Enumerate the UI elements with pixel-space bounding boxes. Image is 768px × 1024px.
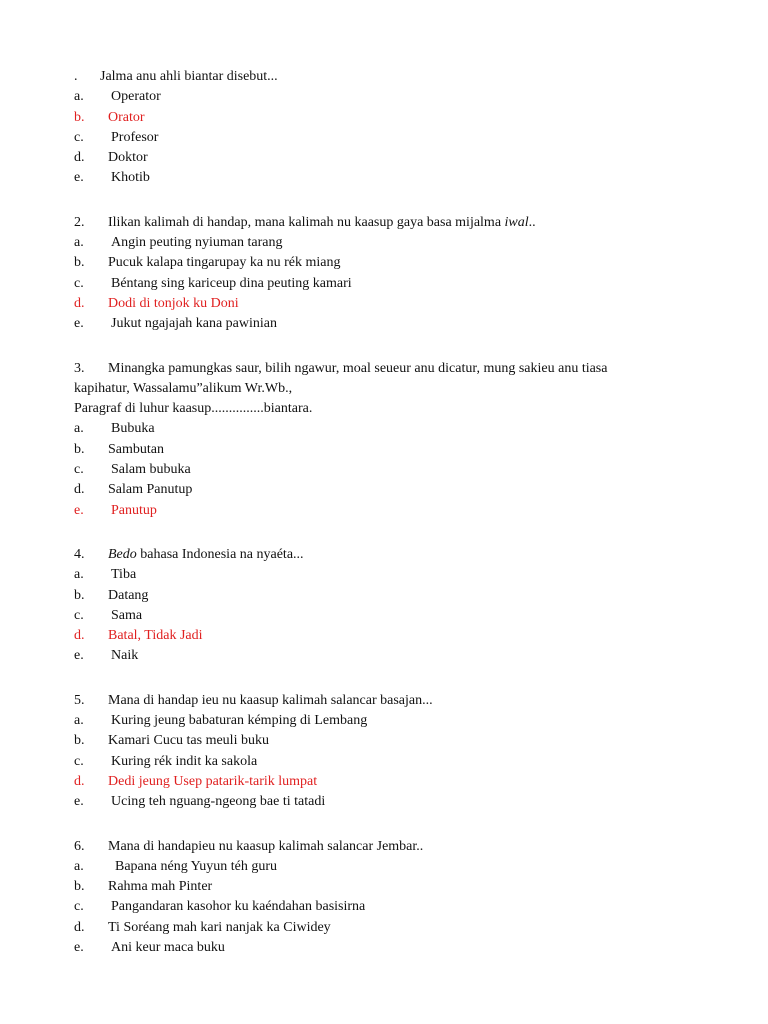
option-b — [74, 253, 714, 273]
option-letter: e. — [74, 170, 84, 186]
option-letter: d. — [74, 773, 85, 789]
option-d — [74, 480, 714, 500]
option-c — [74, 128, 714, 148]
option-text: Doktor — [108, 150, 148, 166]
option-text: Panutup — [111, 502, 157, 518]
option-text: Datang — [108, 587, 149, 603]
option-d-correct — [74, 772, 714, 792]
option-text: Béntang sing kariceup dina peuting kamari — [111, 275, 352, 291]
option-text: Kuring rék indit ka sakola — [111, 753, 258, 769]
option-text: Orator — [108, 109, 145, 125]
question-text: bahasa Indonesia na nyaéta... — [136, 546, 304, 562]
option-letter: b. — [74, 879, 85, 895]
option-letter: a. — [74, 858, 84, 874]
option-b — [74, 877, 714, 897]
question-2 — [74, 213, 714, 335]
option-text: Pucuk kalapa tingarupay ka nu rék miang — [108, 255, 341, 271]
question-text-end: .. — [528, 214, 536, 230]
option-text: Dedi jeung Usep patarik-tarik lumpat — [108, 773, 318, 789]
option-text: Kuring jeung babaturan kémping di Lembang — [111, 713, 368, 729]
option-letter: b. — [74, 255, 85, 271]
option-text: Sama — [111, 607, 143, 623]
option-a — [74, 857, 714, 877]
option-c — [74, 460, 714, 480]
option-letter: b. — [74, 441, 85, 457]
option-text: Operator — [111, 89, 161, 105]
option-letter: a. — [74, 421, 84, 437]
option-text: Naik — [111, 648, 139, 664]
question-3 — [74, 359, 714, 521]
option-text: Salam Panutup — [108, 482, 193, 498]
question-1 — [74, 67, 714, 189]
option-text: Bapana néng Yuyun téh guru — [115, 858, 277, 874]
option-c — [74, 274, 714, 294]
option-letter: d. — [74, 295, 85, 311]
question-italic-word: iwal — [504, 214, 529, 230]
option-letter: e. — [74, 316, 84, 332]
question-number: 2. — [74, 214, 85, 230]
option-a — [74, 87, 714, 107]
question-number: 4. — [74, 546, 85, 562]
option-letter: a. — [74, 235, 84, 251]
question-stem — [74, 545, 714, 565]
option-e — [74, 938, 714, 958]
option-text: Ani keur maca buku — [111, 939, 225, 955]
option-e — [74, 168, 714, 188]
question-6 — [74, 837, 714, 959]
option-b — [74, 586, 714, 606]
question-text: Mana di handapieu nu kaasup kalimah salancar Jembar.. — [108, 838, 424, 854]
question-stem — [74, 213, 714, 233]
option-text: Dodi di tonjok ku Doni — [108, 295, 239, 311]
option-letter: c. — [74, 275, 84, 291]
option-e — [74, 792, 714, 812]
option-e — [74, 314, 714, 334]
option-letter: a. — [74, 713, 84, 729]
option-b — [74, 731, 714, 751]
option-text: Ucing teh nguang-ngeong bae ti tatadi — [111, 794, 326, 810]
option-text: Salam bubuka — [111, 462, 191, 478]
option-a — [74, 565, 714, 585]
question-stem-line-2: kapihatur, Wassalamu”alikum Wr.Wb., — [74, 380, 293, 396]
option-letter: d. — [74, 482, 85, 498]
option-text: Bubuka — [111, 421, 155, 437]
question-number: 3. — [74, 360, 85, 376]
option-d-correct — [74, 626, 714, 646]
option-d — [74, 148, 714, 168]
question-number: 5. — [74, 692, 85, 708]
option-letter: b. — [74, 109, 85, 125]
option-b — [74, 440, 714, 460]
option-letter: c. — [74, 462, 84, 478]
question-stem-line-3: Paragraf di luhur kaasup...............biantara. — [74, 401, 313, 417]
question-italic-word: Bedo — [108, 546, 137, 562]
option-c — [74, 752, 714, 772]
question-stem — [74, 837, 714, 857]
question-text: Mana di handap ieu nu kaasup kalimah salancar basajan... — [108, 692, 433, 708]
question-text: Ilikan kalimah di handap, mana kalimah nu kaasup gaya basa mijalma — [108, 214, 502, 230]
option-letter: d. — [74, 628, 85, 644]
option-text: Khotib — [111, 170, 150, 186]
option-letter: e. — [74, 648, 84, 664]
option-letter: e. — [74, 939, 84, 955]
option-letter: c. — [74, 899, 84, 915]
option-c — [74, 897, 714, 917]
option-d — [74, 918, 714, 938]
question-number: . — [74, 69, 78, 84]
option-a — [74, 233, 714, 253]
option-text: Ti Soréang mah kari nanjak ka Ciwidey — [108, 919, 331, 935]
option-letter: a. — [74, 567, 84, 583]
option-letter: b. — [74, 733, 85, 749]
option-text: Rahma mah Pinter — [108, 879, 213, 895]
question-text: Jalma anu ahli biantar disebut... — [100, 69, 278, 84]
quiz-document — [74, 67, 714, 982]
option-b-correct — [74, 108, 714, 128]
option-e-correct — [74, 501, 714, 521]
option-letter: e. — [74, 502, 84, 518]
option-letter: a. — [74, 89, 84, 105]
option-letter: c. — [74, 753, 84, 769]
option-text: Pangandaran kasohor ku kaéndahan basisirna — [111, 899, 366, 915]
question-stem-line-1 — [74, 359, 714, 379]
question-4 — [74, 545, 714, 667]
question-text: Minangka pamungkas saur, bilih ngawur, moal seueur anu dicatur, mung sakieu anu tiasa — [108, 360, 608, 376]
option-text: Profesor — [111, 129, 159, 145]
option-e — [74, 646, 714, 666]
option-letter: d. — [74, 150, 85, 166]
option-a — [74, 419, 714, 439]
question-number: 6. — [74, 838, 85, 854]
option-text: Sambutan — [108, 441, 164, 457]
option-d-correct — [74, 294, 714, 314]
option-letter: e. — [74, 794, 84, 810]
option-letter: c. — [74, 129, 84, 145]
option-text: Batal, Tidak Jadi — [108, 628, 203, 644]
option-text: Jukut ngajajah kana pawinian — [111, 316, 278, 332]
question-stem — [74, 67, 714, 87]
option-a — [74, 711, 714, 731]
question-stem — [74, 691, 714, 711]
option-c — [74, 606, 714, 626]
option-text: Angin peuting nyiuman tarang — [111, 235, 283, 251]
question-5 — [74, 691, 714, 813]
option-letter: c. — [74, 607, 84, 623]
option-letter: d. — [74, 919, 85, 935]
option-text: Tiba — [111, 567, 137, 583]
option-text: Kamari Cucu tas meuli buku — [108, 733, 269, 749]
option-letter: b. — [74, 587, 85, 603]
